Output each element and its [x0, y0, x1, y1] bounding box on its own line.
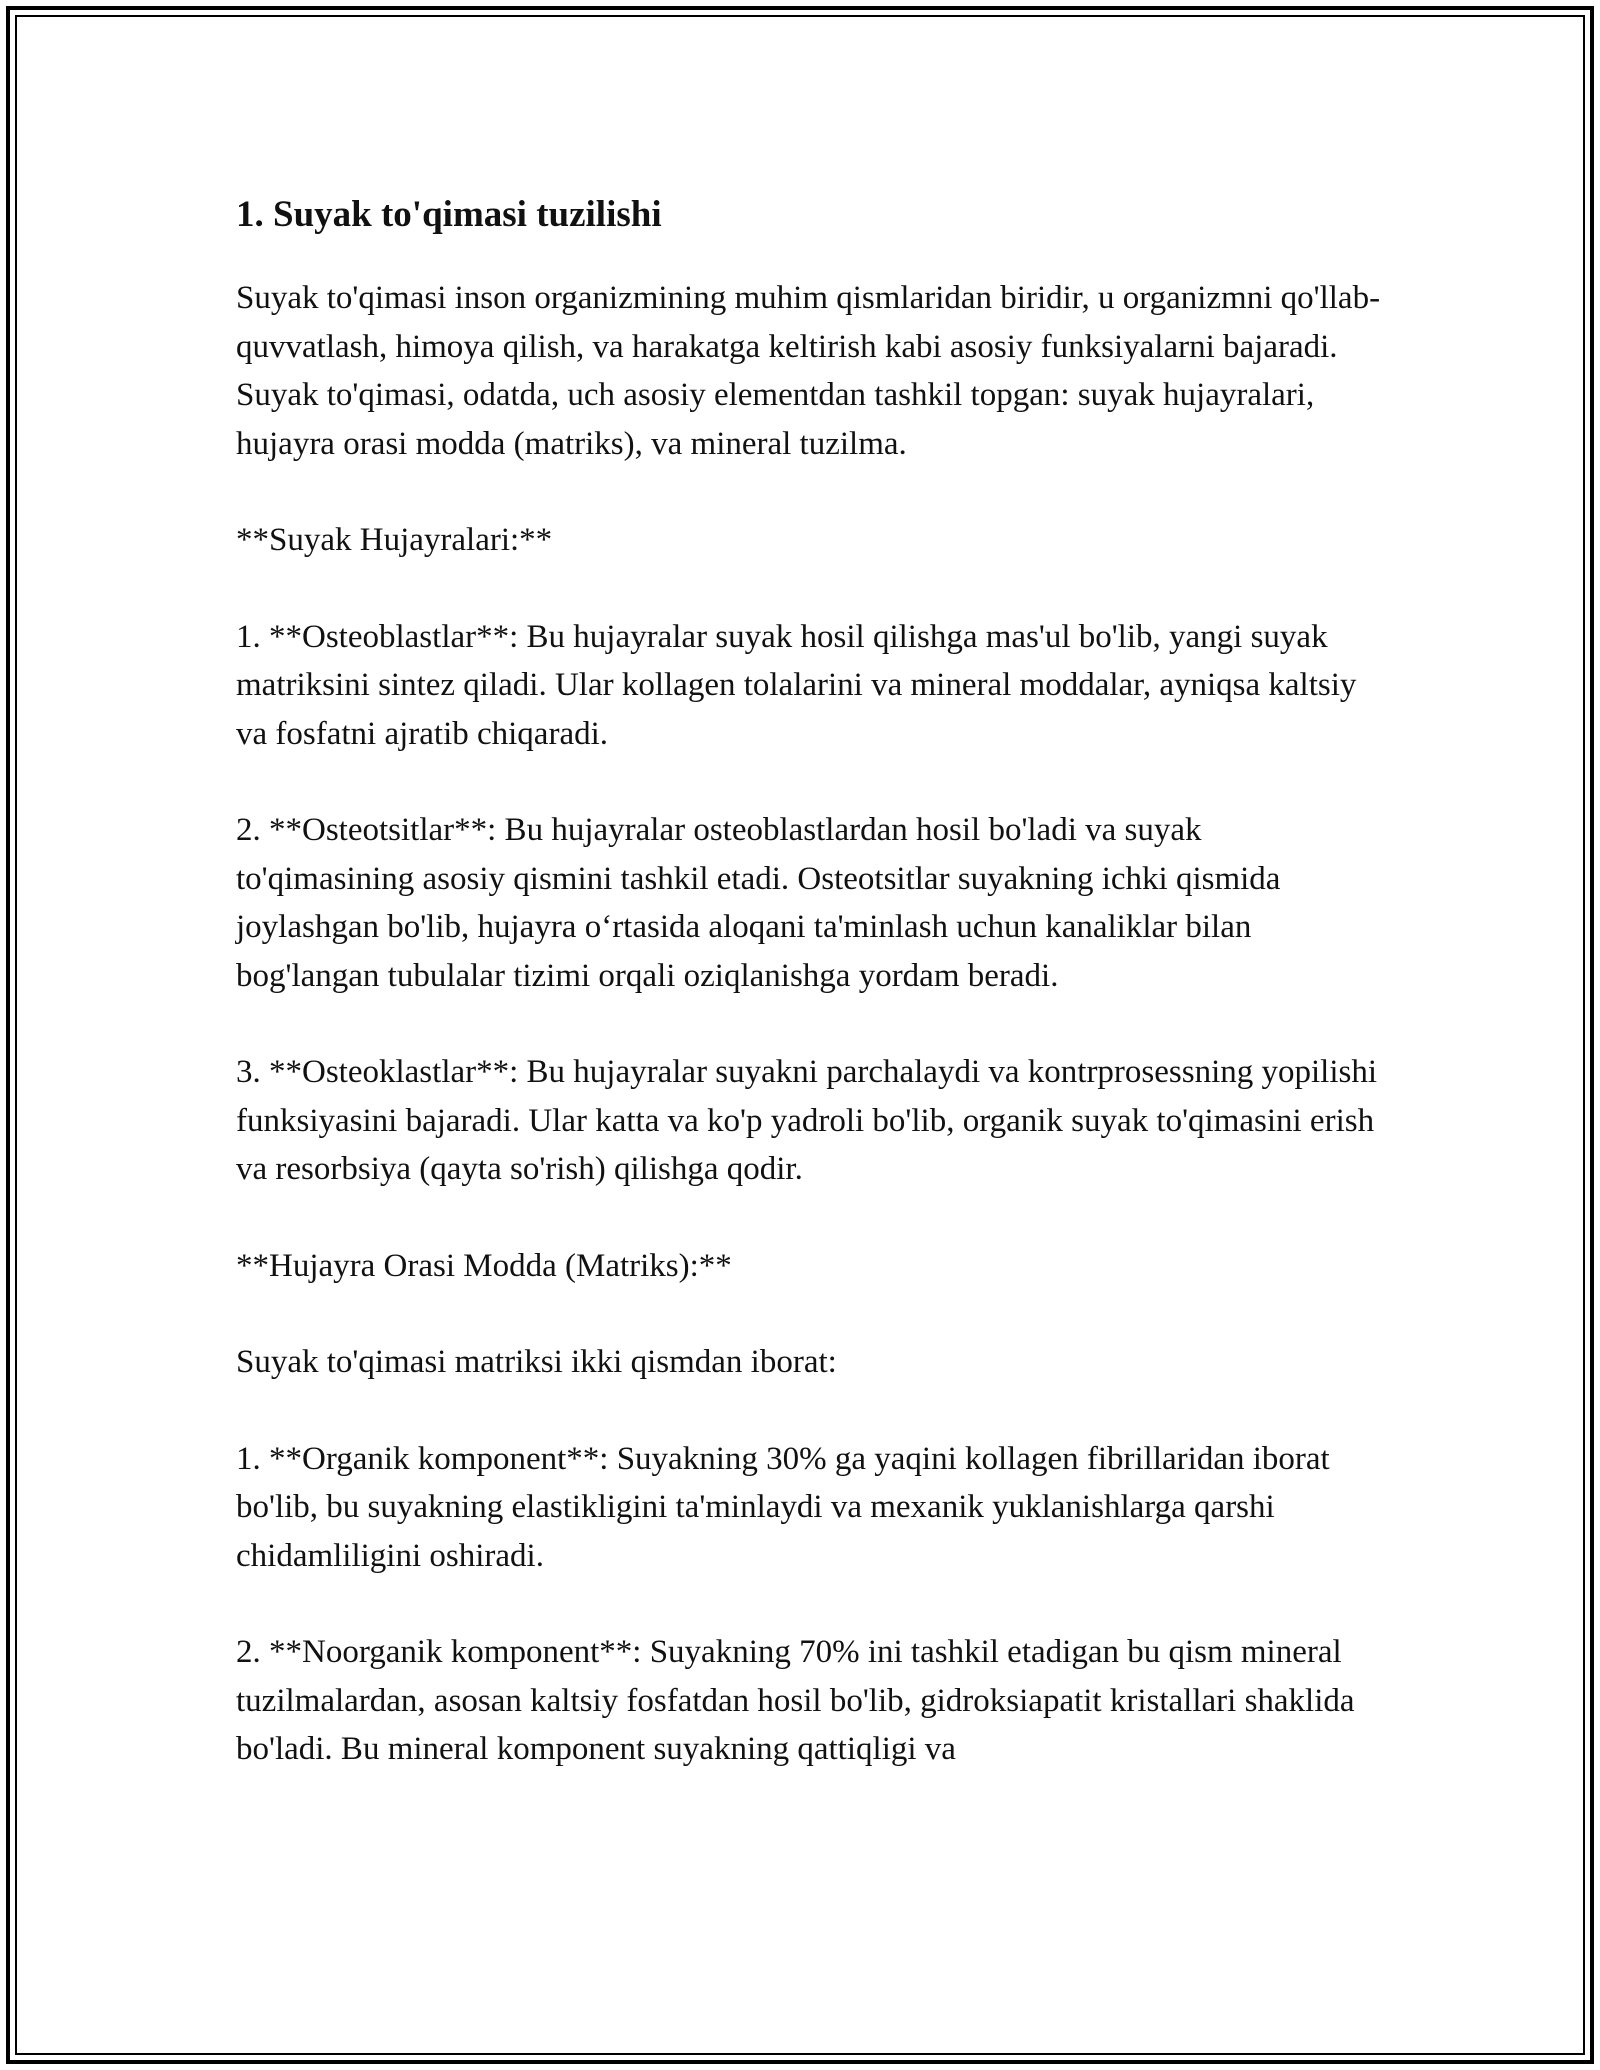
list-item-osteoclasts: 3. **Osteoklastlar**: Bu hujayralar suyakni parchalaydi va kontrprosessning yopilishi funksiyasini bajaradi. Ular katta va ko'p yadroli bo'lib, organik suyak to'qimasini erish va resorbsiya (qayta so'rish) qilishga qodir.: [236, 1054, 1378, 1187]
intro-paragraph: Suyak to'qimasi inson organizmining muhim qismlaridan biridir, u organizmni qo'llab-quvvatlash, himoya qilish, va harakatga keltirish kabi asosiy funksiyalarni bajaradi. Suyak to'qimasi, odatda, uch asosiy elementdan tashkil topgan: suyak hujayralari, hujayra orasi modda (matriks), va mineral tuzilma.: [236, 280, 1381, 462]
list-item-osteoblasts: 1. **Osteoblastlar**: Bu hujayralar suyak hosil qilishga mas'ul bo'lib, yangi suyak matriksini sintez qiladi. Ular kollagen tolalarini va mineral moddalar, ayniqsa kaltsiy va fosfatni ajratib chiqaradi.: [236, 618, 1357, 752]
section-heading: 1. Suyak to'qimasi tuzilishi: [236, 194, 662, 235]
subheading-matrix: **Hujayra Orasi Modda (Matriks):**: [236, 1247, 732, 1284]
matrix-intro-paragraph: Suyak to'qimasi matriksi ikki qismdan iborat:: [236, 1344, 837, 1380]
list-item-osteocytes: 2. **Osteotsitlar**: Bu hujayralar osteoblastlardan hosil bo'ladi va suyak to'qimasining asosiy qismini tashkil etadi. Osteotsitlar suyakning ichki qismida joylashgan bo'lib, hujayra o‘rtasida aloqani ta'minlash uchun kanaliklar bilan bog'langan tubulalar tizimi orqali oziqlanishga yordam beradi.: [236, 812, 1281, 994]
list-item-organic-component: 1. **Organik komponent**: Suyakning 30% ga yaqini kollagen fibrillaridan iborat bo'lib, bu suyakning elastikligini ta'minlaydi va mexanik yuklanishlarga qarshi chidamliligini oshiradi.: [236, 1440, 1330, 1574]
document-body: [236, 186, 1386, 1774]
subheading-bone-cells: **Suyak Hujayralari:**: [236, 522, 553, 558]
list-item-inorganic-component: 2. **Noorganik komponent**: Suyakning 70% ini tashkil etadigan bu qism mineral tuzilmalardan, asosan kaltsiy fosfatdan hosil bo'lib, gidroksiapatit kristallari shaklida bo'ladi. Bu mineral komponent suyakning qattiqligi va: [236, 1634, 1355, 1767]
